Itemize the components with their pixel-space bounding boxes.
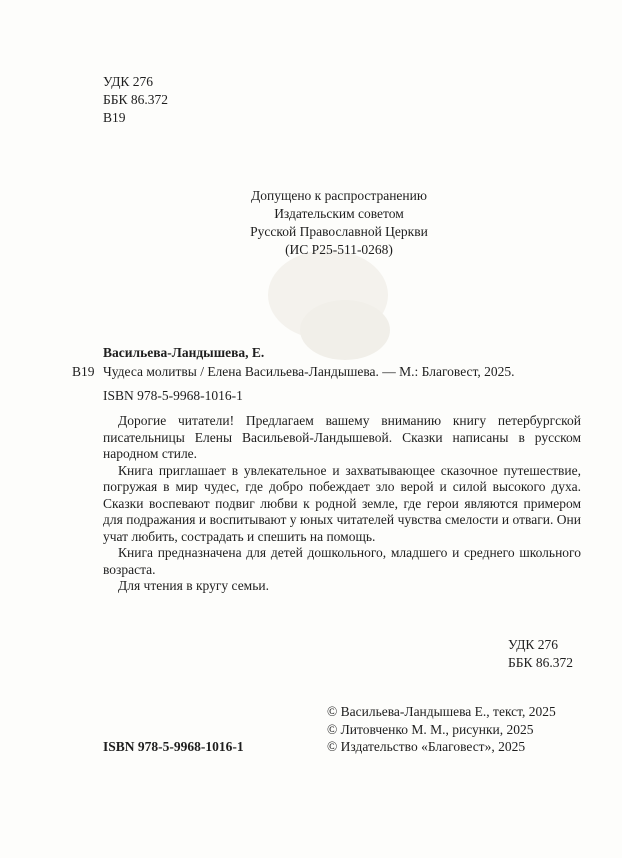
- show-through-illustration: [300, 300, 390, 360]
- abstract-paragraph: Для чтения в кругу семьи.: [118, 578, 269, 593]
- classification-codes-bottom: [508, 636, 573, 672]
- classification-codes: [103, 73, 168, 127]
- author-mark: В19: [103, 110, 126, 125]
- bbk-code: ББК 86.372: [508, 655, 574, 670]
- copyright-illustrations: © Литовченко М. М., рисунки, 2025: [327, 721, 534, 737]
- bbk-code: ББК 86.372: [103, 92, 169, 107]
- abstract-paragraph: Книга предназначена для детей дошкольного, младшего и среднего школьного возраста.: [103, 545, 581, 577]
- catalog-author-mark: В19: [72, 364, 95, 379]
- catalog-title-line: Чудеса молитвы / Елена Васильева-Ландышева. — М.: Благовест, 2025.: [103, 364, 515, 379]
- udk-code: УДК 276: [508, 637, 559, 652]
- catalog-author: Васильева-Ландышева, Е.: [103, 345, 265, 360]
- copyright-block: [327, 703, 556, 756]
- catalog-isbn: ISBN 978-5-9968-1016-1: [103, 388, 243, 403]
- church-approval: [200, 187, 478, 259]
- isbn-bottom: ISBN 978-5-9968-1016-1: [103, 739, 244, 754]
- abstract-paragraph: Книга приглашает в увлекательное и захватывающее сказочное путешествие, погружая в мир чудес, где добро побеждает зло верой и силой высокого духа. Сказки воспевают подвиг любви к родной земле, где герои являются примером для подражания и воспитывают у юных читателей чувства смелости и отваги. Они учат любить, сострадать и спешить на помощь.: [103, 462, 581, 544]
- approval-line: Русской Православной Церкви: [250, 224, 428, 239]
- copyright-text: © Васильева-Ландышева Е., текст, 2025: [327, 704, 556, 719]
- approval-number: (ИС Р25-511-0268): [285, 242, 393, 257]
- approval-line: Допущено к распространению: [251, 188, 427, 203]
- abstract-paragraph: Дорогие читатели! Предлагаем вашему вниманию книгу петербургской писательницы Елены Васильевой-Ландышевой. Сказки написаны в русском народном стиле.: [103, 413, 581, 461]
- abstract: [103, 413, 581, 595]
- udk-code: УДК 276: [103, 74, 154, 89]
- copyright-publisher: © Издательство «Благовест», 2025: [327, 739, 526, 754]
- approval-line: Издательским советом: [274, 206, 404, 221]
